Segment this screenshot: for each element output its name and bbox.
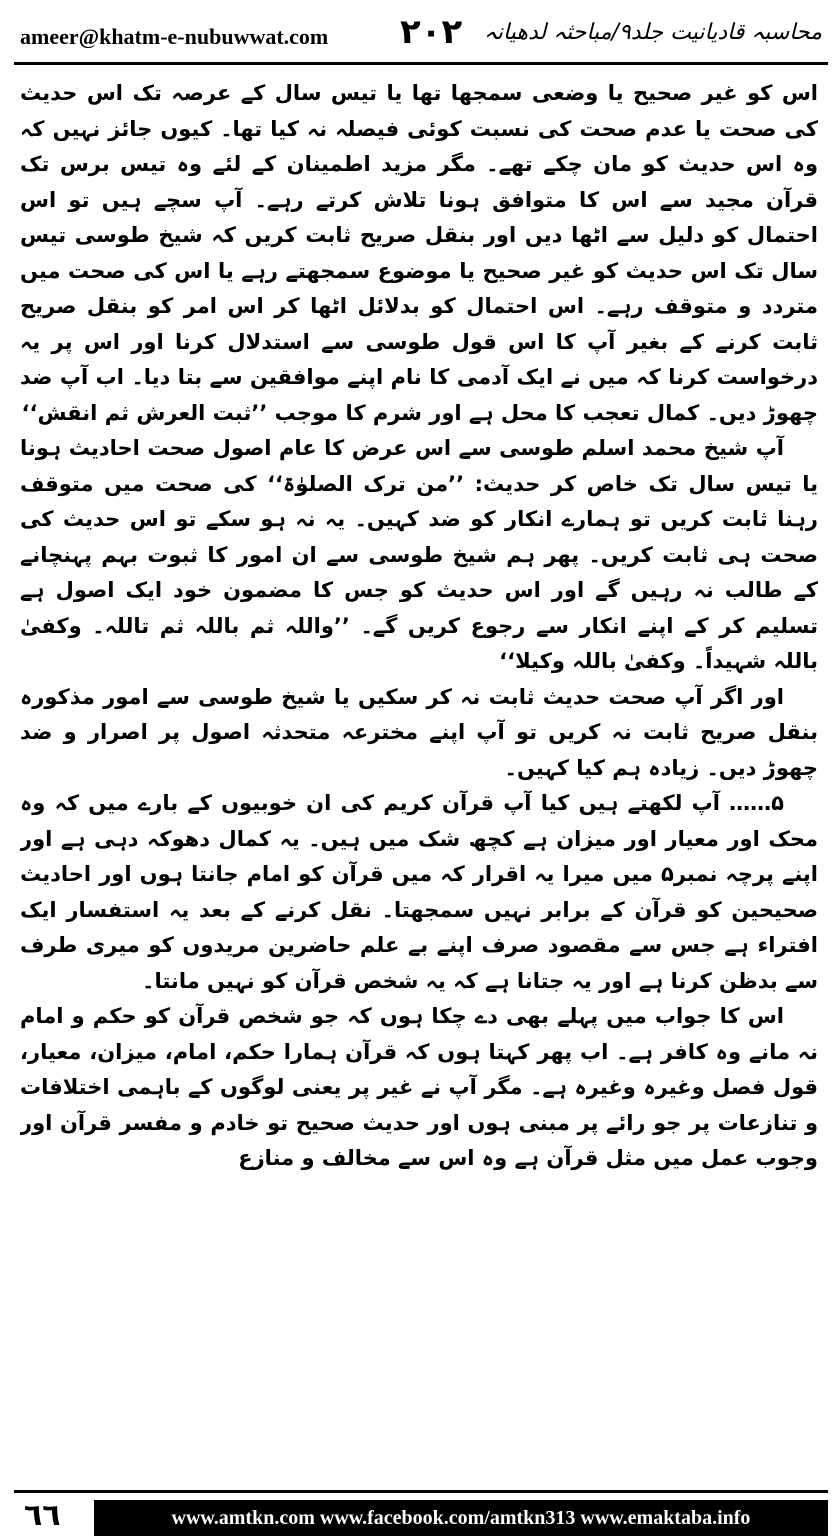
- footer-page-number: ٦٦: [24, 1498, 61, 1533]
- header-running-title: محاسبہ قادیانیت جلد۹/مباحثہ لدھیانہ: [484, 20, 822, 45]
- page-footer: [14, 1500, 828, 1536]
- paragraph: اس کو غیر صحیح یا وضعی سمجھا تھا یا تیس سال کے عرصہ تک اس حدیث کی صحت یا عدم صحت کی نسبت کوئی فیصلہ نہ کیا تھا۔ کیوں جائز نہیں کہ وہ اس حدیث کو مان چکے تھے۔ مگر مزید اطمینان کے لئے وہ تیس برس تک قرآن مجید سے اس کا متوافق ہونا تلاش کرتے رہے۔ آپ سچے ہیں تو اس احتمال کو دلیل سے اٹھا دیں اور بنقل صریح ثابت کریں کہ شیخ طوسی تیس سال تک اس حدیث کو غیر صحیح یا موضوع سمجھتے رہے یا اس کی صحت میں متردد و متوقف رہے۔ اس احتمال کو بدلائل اٹھا کر اس امر کو بنقل صریح ثابت کرنے کے بغیر آپ کا اس قول طوسی سے استدلال کرنا اور اس پر یہ درخواست کرنا کہ میں نے ایک آدمی کا نام اپنے موافقین سے بتا دیا۔ اب آپ ضد چھوڑ دیں۔ کمال تعجب کا محل ہے اور شرم کا موجب ’’ثبت العرش ثم انقش‘‘: [20, 81, 818, 425]
- page-body: [20, 76, 818, 1446]
- header-page-number: ۲۰۲: [400, 12, 463, 52]
- header-rule: [14, 62, 828, 65]
- paragraph: ۵…… آپ لکھتے ہیں کیا آپ قرآن کریم کی ان خوبیوں کے بارے میں کہ وہ محک اور معیار اور میزان ہے کچھ شک میں ہیں۔ یہ کمال دھوکہ دہی ہے اور اپنے پرچہ نمبر۵ میں میرا یہ اقرار کہ میں قرآن کو امام جانتا ہوں اور احادیث صحیحین کو قرآن کے برابر نہیں سمجھتا۔ نقل کرنے کے بعد یہ استفسار ایک افتراء ہے جس سے مقصود صرف اپنے بے علم حاضرین مریدوں کو میری طرف سے بدظن کرنا ہے اور یہ جتانا ہے کہ یہ شخص قرآن کو نہیں مانتا۔: [20, 791, 818, 993]
- page-header: [18, 10, 826, 62]
- header-email: ameer@khatm-e-nubuwwat.com: [20, 24, 329, 49]
- footer-links: www.amtkn.com www.facebook.com/amtkn313 www.emaktaba.info: [94, 1500, 828, 1536]
- paragraph: آپ شیخ محمد اسلم طوسی سے اس عرض کا عام اصول صحت احادیث ہونا یا تیس سال تک خاص کر حدیث: ’’من ترک الصلوٰۃ‘‘ کی صحت میں متوقف رہنا ثابت کریں تو ہمارے انکار کو ضد کہیں۔ یہ نہ ہو سکے تو اس حدیث کی صحت ہی ثابت کریں۔ پھر ہم شیخ طوسی سے ان امور کا ثبوت بہم پہنچانے کے طالب نہ رہیں گے اور اس حدیث کو جس کا مضمون خود ایک اصول ہے تسلیم کر کے اپنے انکار سے رجوع کریں گے۔ ’’واللہ ثم باللہ ثم تاللہ۔ وکفیٰ باللہ شہیداً۔ وکفیٰ باللہ وکیلا‘‘: [20, 436, 818, 673]
- paragraph: اس کا جواب میں پہلے بھی دے چکا ہوں کہ جو شخص قرآن کو حکم و امام نہ مانے وہ کافر ہے۔ اب پھر کہتا ہوں کہ قرآن ہمارا حکم، امام، میزان، معیار، قول فصل وغیرہ وغیرہ ہے۔ مگر آپ نے غیر پر یعنی لوگوں کے باہمی اختلافات و تنازعات پر جو رائے پر مبنی ہوں اور حدیث صحیح تو خادم و مفسر قرآن اور وجوب عمل میں مثل قرآن ہے وہ اس سے مخالف و منازع: [20, 1004, 818, 1170]
- paragraph: اور اگر آپ صحت حدیث ثابت نہ کر سکیں یا شیخ طوسی سے امور مذکورہ بنقل صریح ثابت نہ کریں تو آپ اپنے مخترعہ متحدثہ اصول پر اصرار و ضد چھوڑ دیں۔ زیادہ ہم کیا کہیں۔: [20, 684, 818, 780]
- footer-rule: [14, 1490, 828, 1493]
